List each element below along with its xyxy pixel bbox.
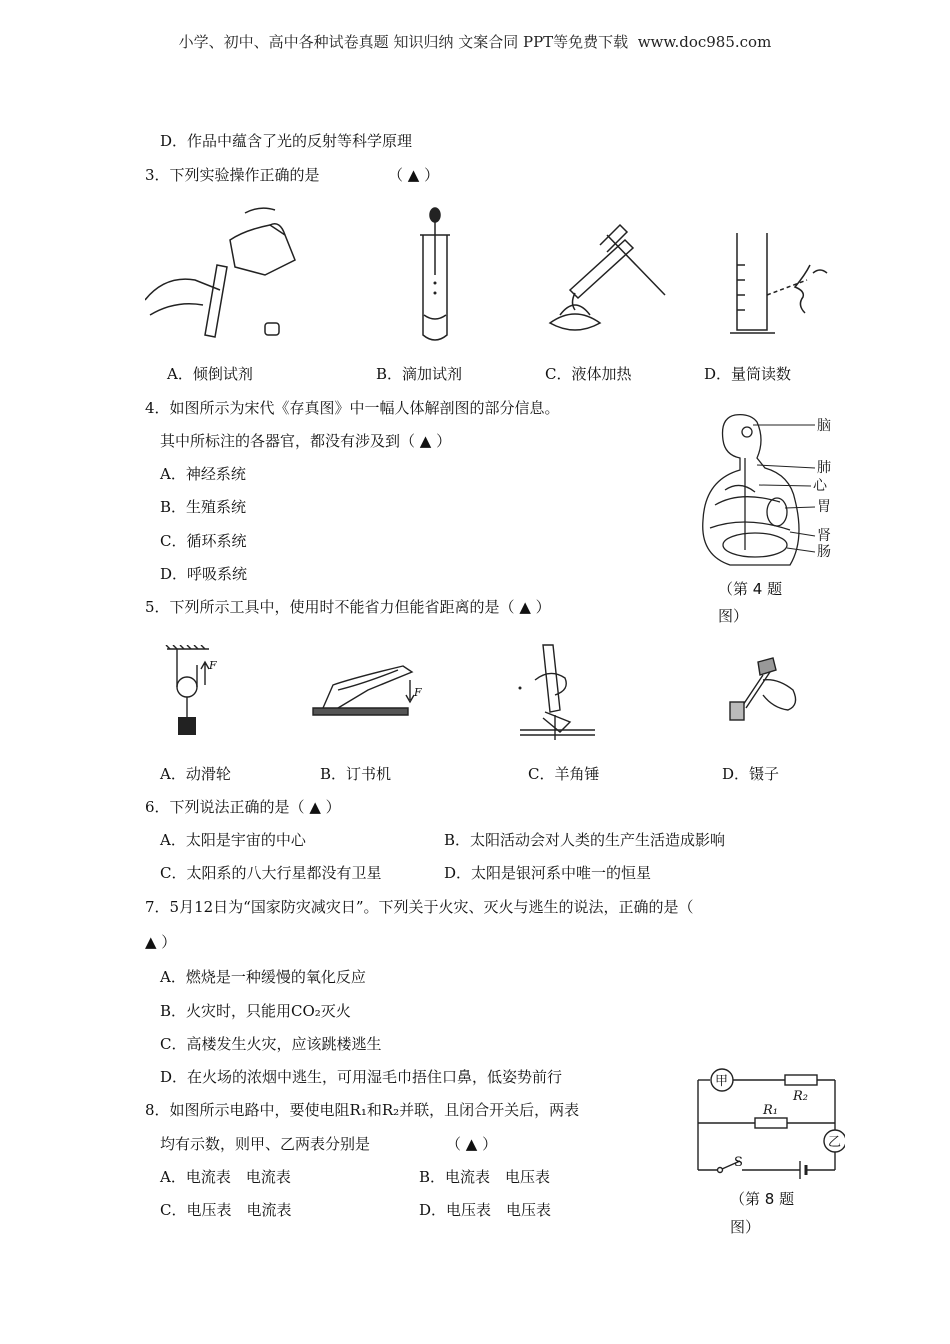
circuit-figure [690, 1068, 845, 1183]
q3-stem: 3．下列实验操作正确的是 [145, 166, 320, 184]
q8-stem-line2: 均有示数，则甲、乙两表分别是 [160, 1135, 371, 1153]
q8-caption-line2: 图） [730, 1218, 761, 1236]
meter-b-label: 乙 [828, 1135, 842, 1150]
q8-option-a: A．电流表 电流表 [160, 1168, 291, 1186]
meter-a-label: 甲 [715, 1074, 729, 1089]
q6-option-b: B．太阳活动会对人类的生产生活造成影响 [444, 831, 726, 849]
q3-option-d: D．量筒读数 [704, 365, 792, 383]
q6-option-c: C．太阳系的八大行星都没有卫星 [160, 864, 382, 882]
q7-option-b: B．火灾时，只能用CO₂灭火 [160, 1002, 351, 1020]
q5-option-d: D．镊子 [722, 765, 780, 783]
stapler-figure [308, 660, 428, 725]
q4-stem-line2: 其中所标注的各器官，都没有涉及到（ ▲ ） [160, 432, 452, 450]
pulley-force-label: F [209, 659, 217, 672]
cylinder-reading-figure [725, 225, 835, 340]
q5-option-b: B．订书机 [320, 765, 392, 783]
q4-caption-line1: （第 4 题 [718, 580, 783, 598]
tweezers-figure [718, 650, 808, 730]
pour-reagent-figure [145, 205, 305, 345]
r1-label: R₁ [763, 1103, 778, 1118]
q7-stem-line1: 7．5月12日为“国家防灾减灾日”。下列关于火灾、灭火与逃生的说法，正确的是（ [145, 898, 694, 916]
q3-option-c: C．液体加热 [545, 365, 632, 383]
movable-pulley-figure [165, 645, 220, 745]
q8-option-c: C．电压表 电流表 [160, 1201, 292, 1219]
label-stomach: 胃 [817, 499, 831, 515]
q8-option-b: B．电流表 电压表 [419, 1168, 551, 1186]
stapler-force-label: F [414, 686, 422, 699]
q5-stem: 5．下列所示工具中，使用时不能省力但能省距离的是（ ▲ ） [145, 598, 551, 616]
q5-option-a: A．动滑轮 [160, 765, 231, 783]
q8-option-d: D．电压表 电压表 [419, 1201, 552, 1219]
q2-option-d: D．作品中蕴含了光的反射等科学原理 [160, 132, 413, 150]
claw-hammer-figure [515, 640, 600, 745]
q8-stem-line1: 8．如图所示电路中，要使电阻R₁和R₂并联，且闭合开关后，两表 [145, 1101, 580, 1119]
q8-caption-line1: （第 8 题 [730, 1190, 795, 1208]
liquid-heating-figure [545, 215, 675, 340]
q4-option-b: B．生殖系统 [160, 498, 247, 516]
label-lung: 肺 [817, 460, 831, 476]
q6-option-d: D．太阳是银河系中唯一的恒星 [444, 864, 652, 882]
q4-option-a: A．神经系统 [160, 465, 246, 483]
q7-option-c: C．高楼发生火灾，应该跳楼逃生 [160, 1035, 382, 1053]
q7-stem-line2: ▲ ） [145, 933, 177, 951]
q4-stem-line1: 4．如图所示为宋代《存真图》中一幅人体解剖图的部分信息。 [145, 399, 560, 417]
label-brain: 脑 [817, 418, 831, 434]
q4-option-c: C．循环系统 [160, 532, 247, 550]
header-text: 小学、初中、高中各种试卷真题 知识归纳 文案合同 PPT等免费下载 [178, 33, 629, 51]
anatomy-figure [695, 410, 840, 575]
q3-blank: （ ▲ ） [388, 166, 440, 184]
q6-stem: 6．下列说法正确的是（ ▲ ） [145, 798, 341, 816]
q5-option-c: C．羊角锤 [528, 765, 600, 783]
page-header [0, 31, 950, 52]
dropper-figure [410, 205, 460, 345]
q3-option-b: B．滴加试剂 [376, 365, 463, 383]
switch-label: S [734, 1155, 743, 1170]
r2-label: R₂ [793, 1089, 808, 1104]
label-kidney: 肾 [817, 528, 831, 544]
q4-option-d: D．呼吸系统 [160, 565, 248, 583]
q6-option-a: A．太阳是宇宙的中心 [160, 831, 306, 849]
q3-option-a: A．倾倒试剂 [167, 365, 253, 383]
label-intestine: 肠 [817, 544, 831, 560]
q7-option-a: A．燃烧是一种缓慢的氧化反应 [160, 968, 366, 986]
header-site: www.doc985.com [637, 33, 772, 51]
q8-blank: （ ▲ ） [446, 1135, 498, 1153]
q7-option-d: D．在火场的浓烟中逃生，可用湿毛巾捂住口鼻，低姿势前行 [160, 1068, 563, 1086]
label-heart: 心 [813, 478, 827, 494]
q4-caption-line2: 图） [718, 607, 749, 625]
